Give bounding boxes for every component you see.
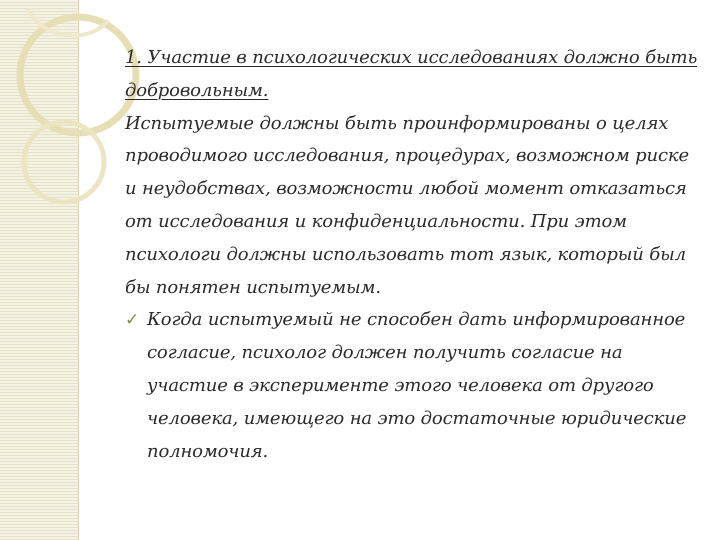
bullet-item	[125, 304, 705, 468]
decorative-left-band	[0, 0, 78, 540]
slide-paragraph: Испытуемые должны быть проинформированы о целях проводимого исследования, процедурах, возможном риске и неудобствах, возможности любой момент отказаться от исследования и конфиденциальности. При этом психологи должны использовать тот язык, который был бы понятен испытуемым.	[125, 112, 690, 298]
slide-heading: 1. Участие в психологических исследованиях должно быть добровольным.	[125, 47, 698, 101]
checkmark-icon: ✓	[125, 310, 140, 331]
bullet-text: Когда испытуемый не способен дать информированное согласие, психолог должен получить согласие на участие в эксперименте этого человека от другого человека, имеющего на это достаточные юридические полномочия.	[147, 309, 687, 462]
band-divider	[78, 0, 79, 540]
slide-content	[125, 42, 705, 468]
